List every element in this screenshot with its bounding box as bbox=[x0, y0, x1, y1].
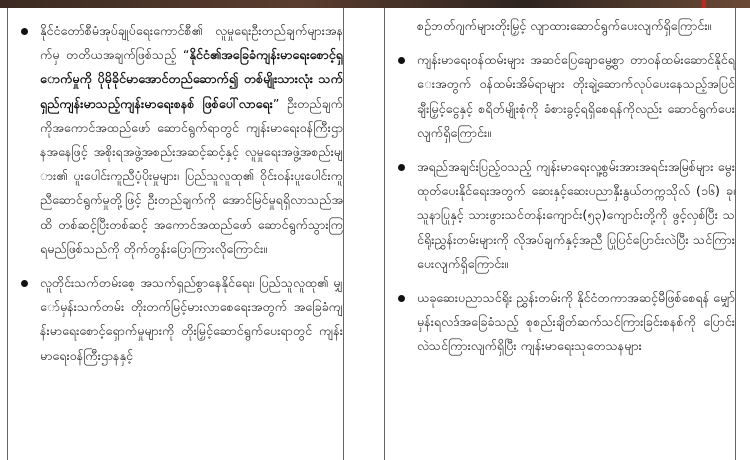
bullet-icon bbox=[21, 280, 28, 287]
bullet-text: ယခုဆေးပညာသင်ရိုး ညွှန်းတမ်းကို နိုင်ငံတကာအဆင့်မီဖြစ်စေရန် မျှော်မှန်းရလဒ်အခြေခံသည့် စုစည်းချိတ်ဆက်သင်ကြားခြင်းစနစ်ကို ပြောင်းလဲသင်ကြားလျက်ရှိပြီး ကျန်းမာရေးသုတေသနများ bbox=[417, 290, 735, 354]
right-column bbox=[384, 8, 736, 460]
bullet-item bbox=[8, 271, 343, 368]
continued-text bbox=[385, 8, 735, 38]
bullet-text: ကျန်းမာရေးဝန်ထမ်းများ အဆင်ပြေချောမွေ့စွာ တာဝန်ထမ်းဆောင်နိုင်ရေးအတွက် ဝန်ထမ်းအိမ်ရာများ တိုးချဲ့ဆောက်လုပ်ပေးနေသည့်အပြင် ချီးမြှင့်ငွေနှင့် စရိတ်မျိုးစုံကို ခံစားခွင့်ရရှိစေရန်ကိုလည်း ဆောင်ရွက်ပေးလျက်ရှိကြောင်း။ bbox=[417, 52, 735, 140]
continued-paragraph: စဉ်ဘတ်ဂျက်များတိုးမြှင့် လျာထားဆောင်ရွက်ပေးလျက်ရှိကြောင်း။ bbox=[417, 18, 712, 33]
bullet-item bbox=[385, 48, 735, 145]
header-image-strip bbox=[0, 0, 750, 8]
bullet-item bbox=[385, 155, 735, 276]
bullet-item bbox=[8, 8, 343, 261]
bullet-text: နိုင်ငံတော်စီမံအုပ်ချုပ်ရေးကောင်စီ၏ လူမှုရေးဦးတည်ချက်များအနက်မှ တတိယအချက်ဖြစ်သည့် “နိုင်ငံ၏အခြေခံကျန်းမာရေးစောင့်ရှောက်မှုကို ပိုမိုခိုင်မာအောင်တည်ဆောက်၍ တစ်မျိုးသားလုံး သက်ရှည်ကျန်းမာသည့်ကျန်းမာရေးစနစ် ဖြစ်ပေါ်လာရေး” ဦးတည်ချက်ကိုအကောင်အထည်ဖော် ဆောင်ရွက်ရာတွင် ကျန်းမာရေးဝန်ကြီးဌာနအနေဖြင့် အစိုးရအဖွဲ့အစည်းအဆင့်ဆင့်နှင့် လူမှုရေးအဖွဲ့အစည်းများ၏ ပူးပေါင်းကူညီပံ့ပိုးမှုများ၊ ပြည်သူလူထု၏ ဝိုင်းဝန်းပူးပေါင်းကူညီဆောင်ရွက်မှုတို့ဖြင့် ဦးတည်ချက်ကို အောင်မြင်မှုရရှိလာသည်အထိ တစ်ဆင့်ပြီးတစ်ဆင့် အကောင်အထည်ဖော် ဆောင်ရွက်သွားကြရမည်ဖြစ်သည်ကို တိုက်တွန်းပြောကြားလိုကြောင်း။ bbox=[40, 23, 343, 256]
bold-phrase: နိုင်ငံ၏အခြေခံကျန်းမာရေးစောင့်ရှောက်မှုကို ပိုမိုခိုင်မာအောင်တည်ဆောက်၍ တစ်မျိုးသားလုံး သက်ရှည်ကျန်းမာသည့်ကျန်းမာရေးစနစ် ဖြစ်ပေါ်လာရေး bbox=[40, 47, 343, 111]
header-accent-bar bbox=[702, 0, 706, 8]
bullet-item bbox=[385, 286, 735, 359]
left-column bbox=[7, 8, 344, 460]
bullet-text: အရည်အချင်းပြည့်ဝသည့် ကျန်းမာရေးလူ့စွမ်းအားအရင်းအမြစ်များ မွေးထုတ်ပေးနိုင်ရေးအတွက် ဆေးနှင့်ဆေးပညာနှီးနွယ်တက္ကသိုလ် (၁၆) ခု၊ သူနာပြုနှင့် သားဖွားသင်တန်းကျောင်း(၅၃)ကျောင်းတို့ကို ဖွင့်လှစ်ပြီး သင်ရိုးညွှန်းတမ်းများကို လိုအပ်ချက်နှင့်အညီ ပြုပြင်ပြောင်းလဲပြီး သင်ကြားပေးလျက်ရှိကြောင်း။ bbox=[417, 159, 735, 271]
bullet-icon bbox=[398, 295, 405, 302]
bullet-text: လူတိုင်းသက်တမ်းစေ့ အသက်ရှည်စွာနေနိုင်ရေး၊ ပြည်သူလူထု၏ မျှော်မှန်းသက်တမ်း တိုးတက်မြင့်မားလာစေရေးအတွက် အခြေခံကျန်းမာရေးစောင့်ရှောက်မှုများကို တိုးမြှင့်ဆောင်ရွက်ပေးရာတွင် ကျန်းမာရေးဝန်ကြီးဌာနနှင့် bbox=[40, 275, 343, 363]
bullet-icon bbox=[398, 164, 405, 171]
bullet-icon bbox=[398, 57, 405, 64]
bullet-icon bbox=[21, 28, 28, 35]
